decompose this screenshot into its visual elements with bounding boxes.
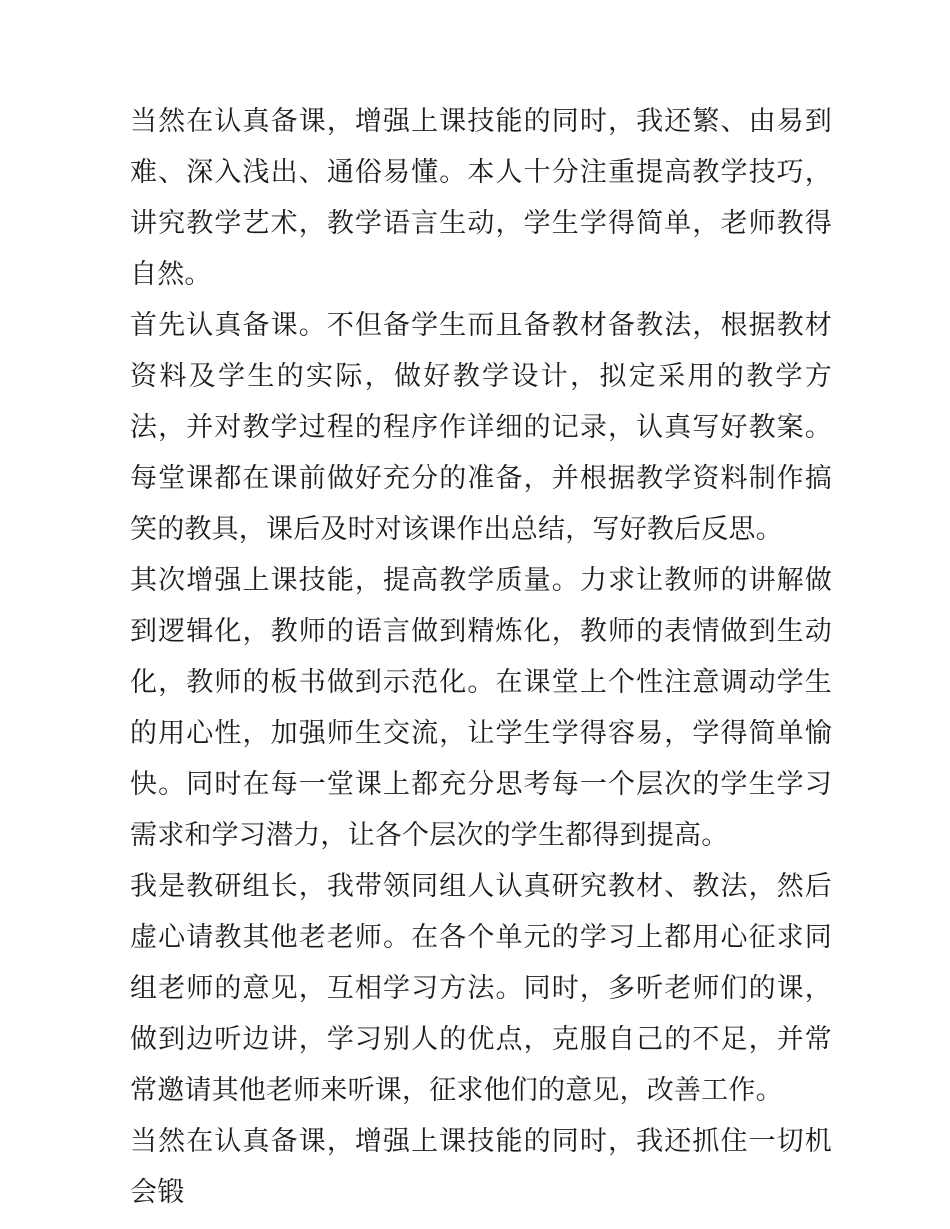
document-text-body bbox=[130, 96, 832, 1218]
paragraph-5: 当然在认真备课，增强上课技能的同时，我还抓住一切机会锻 bbox=[130, 1126, 832, 1207]
paragraph-3: 其次增强上课技能，提高教学质量。力求让教师的讲解做到逻辑化，教师的语言做到精炼化，教师的表情做到生动化，教师的板书做到示范化。在课堂上个性注意调动学生的用心性，加强师生交流，让学生学得容易，学得简单愉快。同时在每一堂课上都充分思考每一个层次的学生学习需求和学习潜力，让各个层次的学生都得到提高。 bbox=[130, 565, 832, 850]
paragraph-4: 我是教研组长，我带领同组人认真研究教材、教法，然后虚心请教其他老老师。在各个单元的学习上都用心征求同组老师的意见，互相学习方法。同时，多听老师们的课，做到边听边讲，学习别人的优点，克服自己的不足，并常常邀请其他老师来听课，征求他们的意见，改善工作。 bbox=[130, 871, 832, 1105]
paragraph-2: 首先认真备课。不但备学生而且备教材备教法，根据教材资料及学生的实际，做好教学设计，拟定采用的教学方法，并对教学过程的程序作详细的记录，认真写好教案。每堂课都在课前做好充分的准备，并根据教学资料制作搞笑的教具，课后及时对该课作出总结，写好教后反思。 bbox=[130, 310, 832, 544]
paragraph-1: 当然在认真备课，增强上课技能的同时，我还繁、由易到难、深入浅出、通俗易懂。本人十分注重提高教学技巧，讲究教学艺术，教学语言生动，学生学得简单，老师教得自然。 bbox=[130, 106, 832, 289]
